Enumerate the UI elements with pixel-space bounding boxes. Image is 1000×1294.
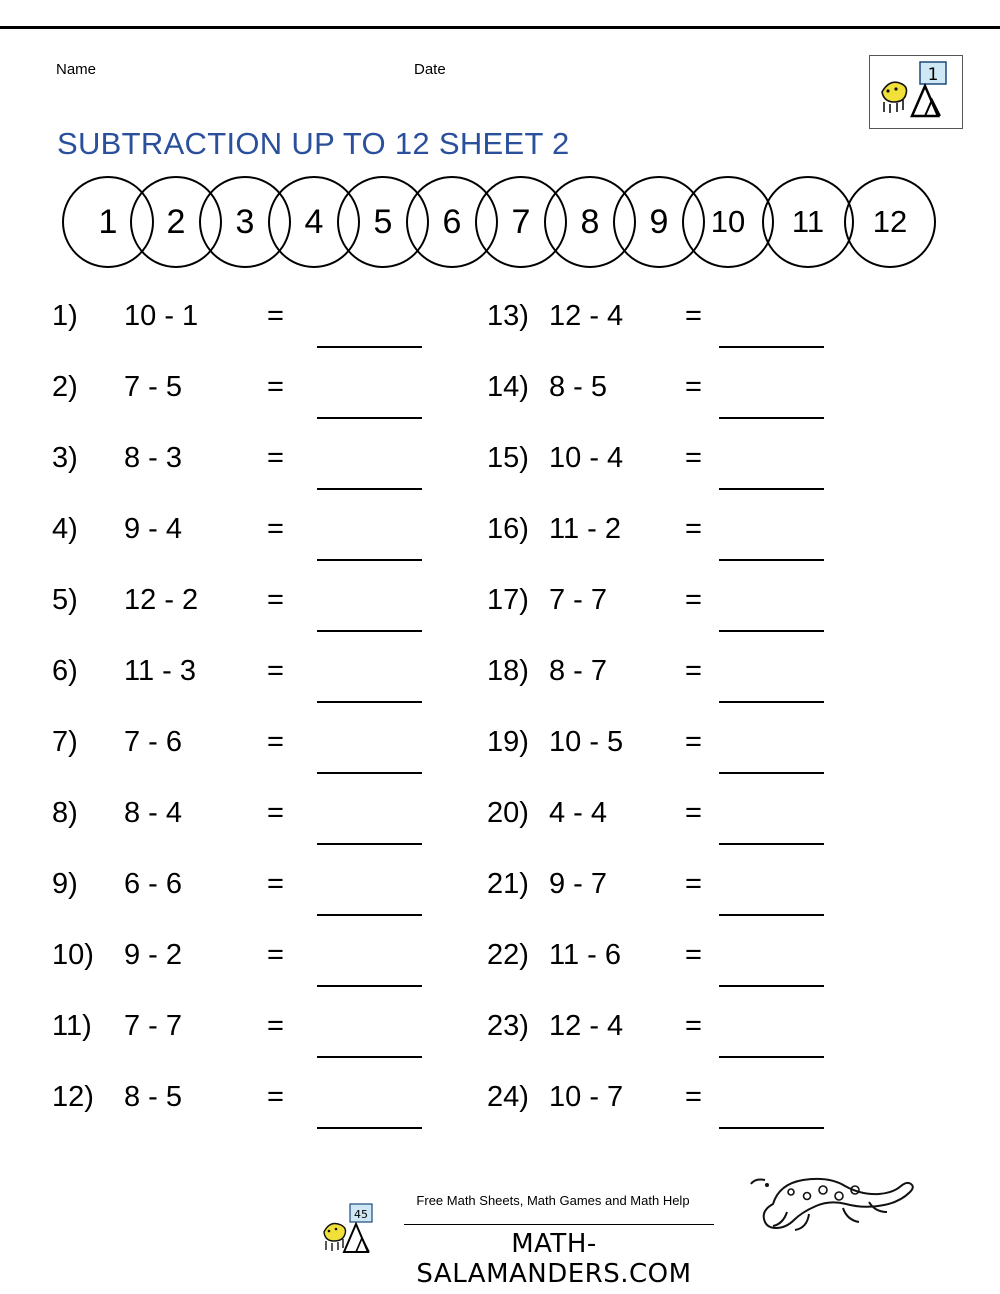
svg-text:1: 1 xyxy=(927,65,939,85)
equals-sign: = xyxy=(267,584,284,616)
problem-expression: 8 - 7 xyxy=(549,655,608,687)
problem-expression: 9 - 7 xyxy=(549,868,608,900)
problem-number: 2) xyxy=(52,371,78,403)
equals-sign: = xyxy=(685,1010,702,1042)
equals-sign: = xyxy=(267,939,284,971)
equals-sign: = xyxy=(267,371,284,403)
equals-sign: = xyxy=(685,655,702,687)
number-line-value: 9 xyxy=(649,203,669,241)
answer-blank[interactable] xyxy=(719,701,824,703)
answer-blank[interactable] xyxy=(317,417,422,419)
equals-sign: = xyxy=(267,1010,284,1042)
answer-blank[interactable] xyxy=(719,488,824,490)
problem-number: 16) xyxy=(487,513,529,545)
footer-tagline: Free Math Sheets, Math Games and Math Help xyxy=(416,1193,690,1208)
number-line-value: 11 xyxy=(791,204,825,239)
equals-sign: = xyxy=(267,442,284,474)
answer-blank[interactable] xyxy=(317,559,422,561)
name-label: Name xyxy=(56,61,97,78)
answer-blank[interactable] xyxy=(719,346,824,348)
number-line-value: 1 xyxy=(98,203,118,241)
equals-sign: = xyxy=(685,868,702,900)
top-divider xyxy=(0,26,1000,29)
problem-expression: 7 - 5 xyxy=(124,371,183,403)
problem-number: 1) xyxy=(52,300,78,332)
equals-sign: = xyxy=(685,1081,702,1113)
equals-sign: = xyxy=(267,797,284,829)
equals-sign: = xyxy=(267,300,284,332)
problem-number: 10) xyxy=(52,939,94,971)
salamander-grade1-icon xyxy=(870,56,960,126)
number-line-value: 6 xyxy=(442,203,462,241)
problem-expression: 8 - 3 xyxy=(124,442,183,474)
problem-number: 24) xyxy=(487,1081,529,1113)
answer-blank[interactable] xyxy=(719,914,824,916)
equals-sign: = xyxy=(685,797,702,829)
answer-blank[interactable] xyxy=(317,772,422,774)
problem-expression: 11 - 6 xyxy=(549,939,622,971)
problem-expression: 8 - 5 xyxy=(124,1081,183,1113)
equals-sign: = xyxy=(685,726,702,758)
number-line-value: 4 xyxy=(304,203,324,241)
problem-number: 4) xyxy=(52,513,78,545)
answer-blank[interactable] xyxy=(317,1056,422,1058)
answer-blank[interactable] xyxy=(719,1056,824,1058)
problem-number: 3) xyxy=(52,442,78,474)
answer-blank[interactable] xyxy=(317,346,422,348)
problem-expression: 9 - 4 xyxy=(124,513,183,545)
number-line-value: 8 xyxy=(580,203,600,241)
page-title: SUBTRACTION UP TO 12 SHEET 2 xyxy=(57,126,570,161)
equals-sign: = xyxy=(685,513,702,545)
answer-blank[interactable] xyxy=(317,914,422,916)
problem-number: 17) xyxy=(487,584,529,616)
problem-expression: 7 - 7 xyxy=(549,584,608,616)
problem-expression: 8 - 4 xyxy=(124,797,183,829)
answer-blank[interactable] xyxy=(317,1127,422,1129)
problem-number: 11) xyxy=(52,1010,92,1042)
answer-blank[interactable] xyxy=(317,630,422,632)
problem-expression: 11 - 3 xyxy=(124,655,197,687)
number-line-value: 12 xyxy=(872,204,908,239)
number-line xyxy=(62,176,942,268)
answer-blank[interactable] xyxy=(317,985,422,987)
problem-expression: 4 - 4 xyxy=(549,797,608,829)
equals-sign: = xyxy=(685,371,702,403)
problem-number: 13) xyxy=(487,300,529,332)
problem-number: 7) xyxy=(52,726,78,758)
problem-expression: 7 - 7 xyxy=(124,1010,183,1042)
number-line-value: 7 xyxy=(511,203,531,241)
equals-sign: = xyxy=(685,939,702,971)
problem-expression: 7 - 6 xyxy=(124,726,183,758)
problem-number: 9) xyxy=(52,868,78,900)
problem-expression: 11 - 2 xyxy=(549,513,622,545)
answer-blank[interactable] xyxy=(719,1127,824,1129)
footer-brand[interactable]: MATH-SALAMANDERS.COM xyxy=(416,1229,692,1289)
answer-blank[interactable] xyxy=(719,559,824,561)
number-line-value: 3 xyxy=(235,203,255,241)
problem-expression: 9 - 2 xyxy=(124,939,183,971)
answer-blank[interactable] xyxy=(719,985,824,987)
problem-number: 6) xyxy=(52,655,78,687)
problem-number: 21) xyxy=(487,868,529,900)
answer-blank[interactable] xyxy=(317,843,422,845)
problem-number: 14) xyxy=(487,371,529,403)
problem-number: 5) xyxy=(52,584,78,616)
problem-expression: 10 - 5 xyxy=(549,726,624,758)
problem-number: 12) xyxy=(52,1081,94,1113)
equals-sign: = xyxy=(267,513,284,545)
answer-blank[interactable] xyxy=(719,843,824,845)
equals-sign: = xyxy=(685,442,702,474)
equals-sign: = xyxy=(685,584,702,616)
equals-sign: = xyxy=(267,868,284,900)
problem-expression: 10 - 7 xyxy=(549,1081,624,1113)
problem-expression: 12 - 2 xyxy=(124,584,199,616)
number-line-value: 2 xyxy=(166,203,186,241)
equals-sign: = xyxy=(267,726,284,758)
problem-expression: 10 - 4 xyxy=(549,442,624,474)
equals-sign: = xyxy=(685,300,702,332)
answer-blank[interactable] xyxy=(719,417,824,419)
equals-sign: = xyxy=(267,1081,284,1113)
grade-badge-logo xyxy=(869,55,963,129)
number-line-value: 5 xyxy=(373,203,393,241)
page-footer xyxy=(0,1180,1000,1294)
problem-number: 23) xyxy=(487,1010,529,1042)
problem-number: 18) xyxy=(487,655,529,687)
svg-text:45: 45 xyxy=(354,1208,368,1221)
problem-expression: 10 - 1 xyxy=(124,300,199,332)
problem-expression: 12 - 4 xyxy=(549,1010,624,1042)
answer-blank[interactable] xyxy=(719,630,824,632)
answer-blank[interactable] xyxy=(317,701,422,703)
equals-sign: = xyxy=(267,655,284,687)
number-line-value: 10 xyxy=(710,204,746,239)
problem-expression: 12 - 4 xyxy=(549,300,624,332)
problem-number: 19) xyxy=(487,726,529,758)
problem-number: 20) xyxy=(487,797,529,829)
problem-expression: 8 - 5 xyxy=(549,371,608,403)
answer-blank[interactable] xyxy=(719,772,824,774)
date-label: Date xyxy=(414,61,446,78)
salamander-logo-icon xyxy=(322,1202,382,1262)
footer-divider xyxy=(404,1224,714,1225)
problem-number: 8) xyxy=(52,797,78,829)
problem-expression: 6 - 6 xyxy=(124,868,183,900)
problem-number: 15) xyxy=(487,442,529,474)
problem-number: 22) xyxy=(487,939,529,971)
answer-blank[interactable] xyxy=(317,488,422,490)
